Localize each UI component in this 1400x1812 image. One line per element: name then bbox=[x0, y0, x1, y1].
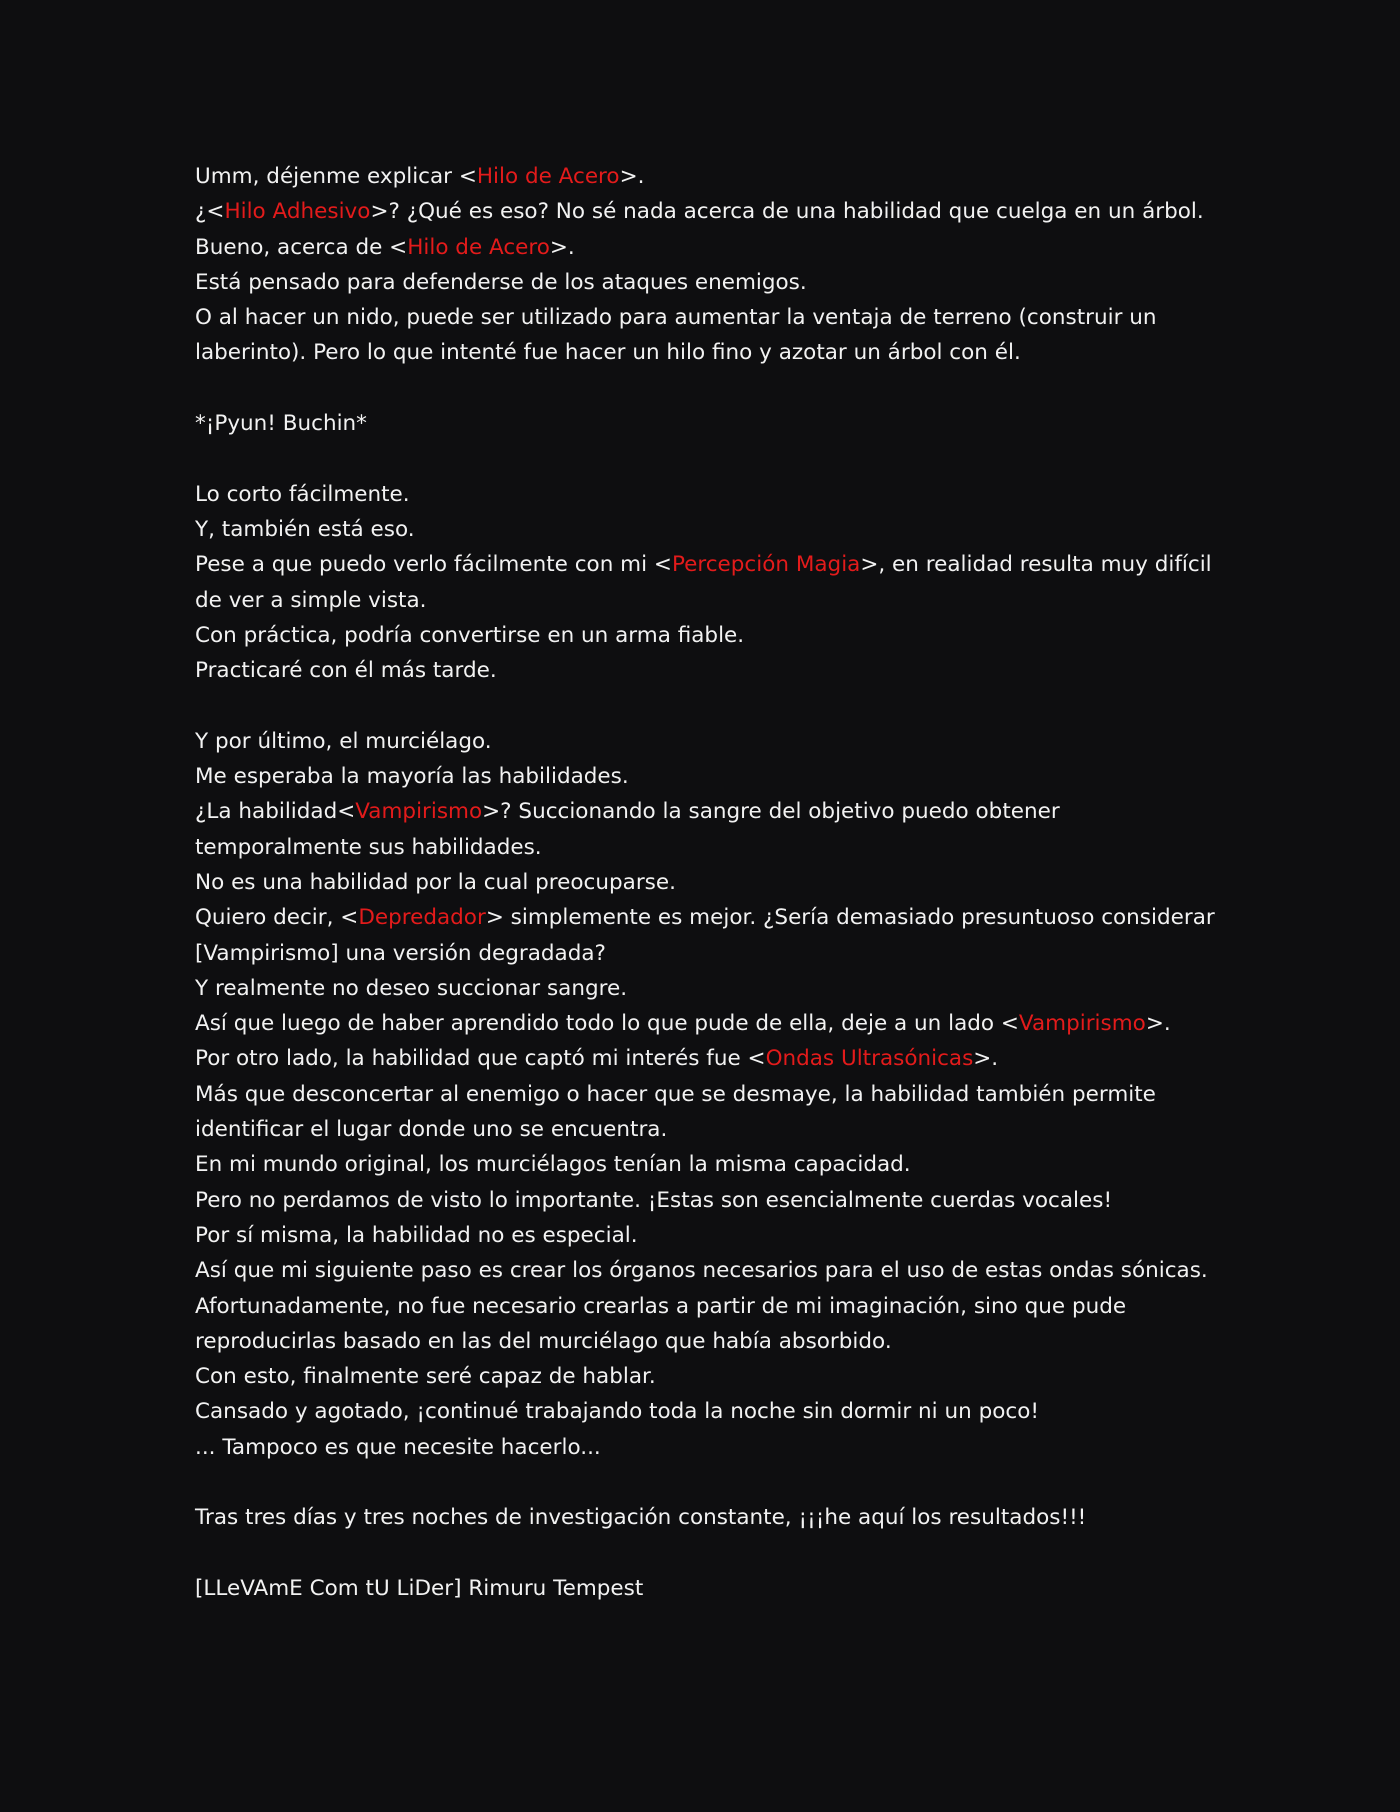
text-segment: Por otro lado, la habilidad que captó mi interés fue < bbox=[195, 1046, 766, 1072]
text-line bbox=[195, 230, 1215, 265]
text-line bbox=[195, 653, 1215, 688]
text-line bbox=[195, 971, 1215, 1006]
skill-name: Vampirismo bbox=[355, 799, 483, 825]
text-segment: Practicaré con él más tarde. bbox=[195, 658, 497, 684]
text-segment: ¿La habilidad< bbox=[195, 799, 356, 825]
text-line bbox=[195, 724, 1215, 759]
text-segment: > simplemente es mejor. ¿Sería demasiado presuntuoso considerar [Vampirismo] una versión degradada? bbox=[195, 905, 1215, 966]
skill-name: Hilo de Acero bbox=[407, 234, 550, 260]
text-line bbox=[195, 794, 1215, 865]
skill-name: Percepción Magia bbox=[671, 552, 861, 578]
skill-name: Vampirismo bbox=[1018, 1011, 1146, 1037]
text-segment: Pese a que puedo verlo fácilmente con mi < bbox=[195, 552, 672, 578]
text-segment: >, en realidad resulta muy difícil de ver a simple vista. bbox=[195, 552, 1212, 613]
text-line bbox=[195, 759, 1215, 794]
text-segment: Umm, déjenme explicar < bbox=[195, 164, 477, 189]
text-segment: >. bbox=[619, 164, 645, 189]
text-line bbox=[195, 1183, 1215, 1218]
text-segment: Cansado y agotado, ¡continué trabajando toda la noche sin dormir ni un poco! bbox=[195, 1399, 1039, 1425]
text-segment: Así que luego de haber aprendido todo lo que pude de ella, deje a un lado < bbox=[195, 1011, 1019, 1037]
text-line bbox=[195, 1359, 1215, 1394]
text-line bbox=[195, 1500, 1215, 1535]
text-line bbox=[195, 406, 1215, 441]
text-segment: O al hacer un nido, puede ser utilizado para aumentar la ventaja de terreno (construir un laberinto). Pero lo que intenté fue hacer un hilo fino y azotar un árbol con él. bbox=[195, 305, 1157, 366]
text-segment: Tras tres días y tres noches de investigación constante, ¡¡¡he aquí los resultados!!! bbox=[195, 1505, 1087, 1531]
text-segment: Afortunadamente, no fue necesario crearlas a partir de mi imaginación, sino que pude reproducirlas basado en las del murciélago que había absorbido. bbox=[195, 1293, 1127, 1354]
text-line bbox=[195, 1253, 1215, 1288]
text-segment: Por sí misma, la habilidad no es especial. bbox=[195, 1222, 638, 1248]
text-line bbox=[195, 1077, 1215, 1148]
text-line bbox=[195, 1147, 1215, 1182]
text-segment: Con práctica, podría convertirse en un arma fiable. bbox=[195, 622, 745, 648]
text-line bbox=[195, 477, 1215, 512]
text-line bbox=[195, 618, 1215, 653]
blank-line bbox=[195, 441, 1215, 476]
blank-line bbox=[195, 688, 1215, 723]
text-line bbox=[195, 1571, 1215, 1606]
text-segment: Está pensado para defenderse de los ataques enemigos. bbox=[195, 269, 807, 295]
blank-line bbox=[195, 371, 1215, 406]
text-segment: >. bbox=[549, 234, 575, 260]
text-segment: No es una habilidad por la cual preocuparse. bbox=[195, 869, 676, 895]
text-line bbox=[195, 512, 1215, 547]
document-body bbox=[195, 159, 1215, 1606]
text-line bbox=[195, 300, 1215, 371]
text-line bbox=[195, 265, 1215, 300]
text-segment: Y, también está eso. bbox=[195, 516, 415, 542]
text-segment: >. bbox=[1145, 1011, 1171, 1037]
text-line bbox=[195, 1430, 1215, 1465]
text-segment: ¿< bbox=[195, 199, 225, 225]
text-segment: Lo corto fácilmente. bbox=[195, 481, 410, 507]
text-segment: Y realmente no deseo succionar sangre. bbox=[195, 975, 628, 1001]
text-segment: >. bbox=[973, 1046, 999, 1072]
text-line bbox=[195, 1289, 1215, 1360]
blank-line bbox=[195, 1465, 1215, 1500]
skill-name: Depredador bbox=[358, 905, 486, 931]
text-line bbox=[195, 900, 1215, 971]
skill-name: Ondas Ultrasónicas bbox=[765, 1046, 974, 1072]
text-segment: Más que desconcertar al enemigo o hacer que se desmaye, la habilidad también permite identificar el lugar donde uno se encuentra. bbox=[195, 1081, 1156, 1143]
text-segment: Con esto, finalmente seré capaz de hablar. bbox=[195, 1364, 656, 1390]
text-line bbox=[195, 1394, 1215, 1429]
skill-name: Hilo de Acero bbox=[476, 164, 620, 189]
text-segment: Así que mi siguiente paso es crear los órganos necesarios para el uso de estas ondas sónicas. bbox=[195, 1258, 1208, 1284]
text-segment: En mi mundo original, los murciélagos tenían la misma capacidad. bbox=[195, 1152, 911, 1178]
text-segment: Me esperaba la mayoría las habilidades. bbox=[195, 764, 629, 790]
text-line bbox=[195, 194, 1215, 229]
text-line bbox=[195, 547, 1215, 618]
text-line bbox=[195, 159, 1215, 194]
text-segment: [LLeVAmE Com tU LiDer] Rimuru Tempest bbox=[195, 1575, 644, 1601]
text-line bbox=[195, 1006, 1215, 1041]
text-segment: *¡Pyun! Buchin* bbox=[195, 411, 367, 437]
text-line bbox=[195, 1218, 1215, 1253]
text-segment: Quiero decir, < bbox=[195, 905, 359, 931]
text-segment: Pero no perdamos de visto lo importante. ¡Estas son esencialmente cuerdas vocales! bbox=[195, 1187, 1113, 1213]
text-segment: >? Succionando la sangre del objetivo puedo obtener temporalmente sus habilidades. bbox=[195, 799, 1060, 860]
text-line bbox=[195, 865, 1215, 900]
blank-line bbox=[195, 1536, 1215, 1571]
text-segment: ... Tampoco es que necesite hacerlo... bbox=[195, 1434, 601, 1460]
skill-name: Hilo Adhesivo bbox=[224, 199, 371, 225]
text-segment: Y por último, el murciélago. bbox=[195, 728, 492, 754]
text-segment: Bueno, acerca de < bbox=[195, 234, 408, 260]
text-segment: >? ¿Qué es eso? No sé nada acerca de una habilidad que cuelga en un árbol. bbox=[370, 199, 1204, 225]
text-line bbox=[195, 1041, 1215, 1076]
